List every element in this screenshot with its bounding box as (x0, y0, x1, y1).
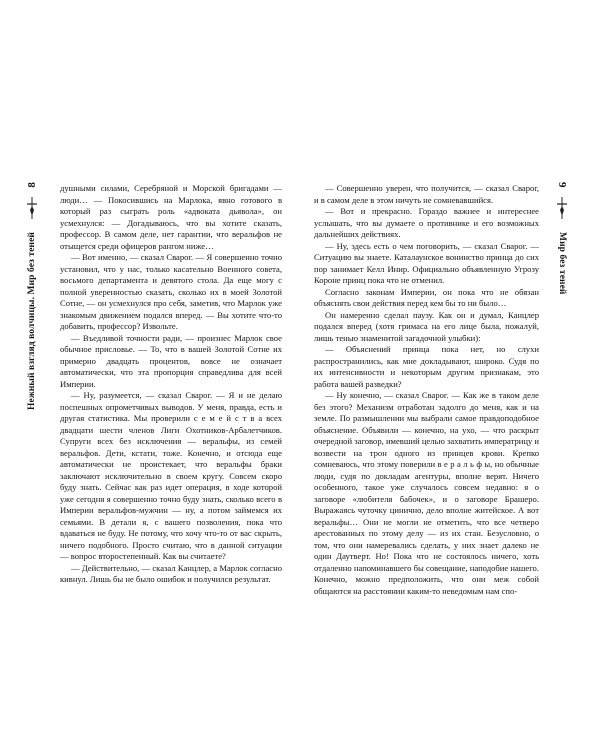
paragraph: — Въедливой точности ради, — произнес Марлок свое обычное присловье. — То, что в вашей Золотой Сотне их примерно двадцать процентов, вовсе не означает автоматически, что эта пропорция справедлива для всей Империи. (60, 332, 282, 389)
paragraph: душными силами, Серебряной и Морской бригадами — люди… — Покосившись на Марлока, явно готового в который раз сыграть роль «адвоката дьявола», он усмехнулся: — Догадываюсь, что вы хотите сказать, профессор. В самом деле, нет гарантии, что веральфов не отыщется среди офицеров рангом ниже… (60, 183, 282, 251)
right-running-header (556, 182, 568, 737)
left-page-body (60, 183, 282, 586)
dagger-emblem-icon (556, 197, 568, 223)
paragraph: — Вот именно, — сказал Сварог. — Я совершенно точно установил, что у нас, только касательно Военного совета, восьмого департамента и девятого стола. Да еще могу с полной уверенностью сказать, сколько их в моей Золотой Сотне, — он усмехнулся про себя, заметив, что Марлок уже знакомым движением подался вперед. — Вы хотите что-то добавить, профессор? Извольте. (60, 252, 282, 331)
right-page-number: 9 (556, 182, 568, 188)
dagger-emblem-icon (26, 197, 38, 223)
paragraph: Он намеренно сделал паузу. Как он и думал, Канцлер подался вперед (хотя гримаса на его лице была, пожалуй, лишь тенью знаменитой загадочной улыбки): (314, 309, 539, 343)
paragraph: — Совершенно уверен, что получится, — сказал Сварог, и в самом деле в этом ничуть не сомневавшийся. (314, 183, 539, 205)
right-running-title: Мир без теней (557, 231, 567, 295)
left-page-number: 8 (26, 182, 38, 188)
paragraph: — Вот и прекрасно. Гораздо важнее и интереснее услышать, что вы думаете о противнике и его возможных дальнейших действиях. (314, 206, 539, 239)
paragraph: — Ну, разумеется, — сказал Сварог. — Я и не делаю поспешных опрометчивых выводов. У меня, правда, есть и другая статистика. Мы проверили с е м е й с т в а всех двадцати шести членов Лиги Охотников-Арбалетчиков. Супруги всех без исключения — веральфы, из семей веральфов. Дети, кстати, тоже. Конечно, и отсюда еще автоматически не проистекает, что веральфы браки заключают исключительно в своем кругу. Совсем скоро буду знать. Сейчас как раз идет операция, в ходе которой уже сегодня я совершенно точно буду знать, сколько всего в Империи веральфов-мужчин — ну, а потом займемся их семьями. В детали я, с вашего позволения, пока что вдаваться не буду. Не потому, что хочу что-то от вас скрыть, ничего подобного. Просто считаю, что в данной ситуации — вопрос второстепенный. Как вы считаете? (60, 390, 282, 561)
left-running-header (26, 182, 38, 737)
paragraph: Согласно законам Империи, он пока что не обязан объяснять свои действия перед кем бы то ни было… (314, 286, 539, 308)
left-running-title: Нежный взгляд волчицы. Мир без теней (27, 231, 37, 410)
right-page-body (314, 183, 539, 597)
paragraph: — Ну, здесь есть о чем поговорить, — сказал Сварог. — Ситуацию вы знаете. Каталаунское вонинство принца до сих пор занимает Келл Инир. Официально объявленную Угрозу Короне принц пока что не отменил. (314, 240, 539, 285)
paragraph: — Ну конечно, — сказал Сварог. — Как же в таком деле без этого? Механизм отработан задолго до меня, как и на земле. По размышлении мы выбрали самое правдоподобное объяснение. Объявили — конечно, на ухо, — что раскрыт очередной заговор, имевший целью захватить императрицу и возвести на трон одного из принцев крови. Крепко сомневаюсь, что этому поверили в е р а л ь ф ы, но обычные люди, судя по докладам агентуры, вполне верят. Ничего особенного, такое уже случалось совсем недавно: я о заговоре «любителя бабочек», и о заговоре Брашеро. Выражаясь чуточку цинично, дело вполне житейское. А вот веральфы… Они не могли не отметить, что все четверо арестованных по этому делу — из их стан. Безусловно, о том, что они намеревались сделать, у них знает далеко не один Даутверт. Но! Пока что не состоялось ничего, хоть отдаленно напоминавшего бы совещание, наподобие нашего. Конечно, можно предположить, что они меж собой общаются на расстоянии каким-то неведомым нам спо- (314, 390, 539, 596)
paragraph: — Объяснений принца пока нет, но слухи распространились, как мне докладывают, широко. Судя по их интенсивности и некоторым другим признакам, это работа вашей разведки? (314, 344, 539, 389)
paragraph: — Действительно, — сказал Канцлер, а Марлок согласно кивнул. Лишь бы не было ошибок и получился результат. (60, 562, 282, 584)
